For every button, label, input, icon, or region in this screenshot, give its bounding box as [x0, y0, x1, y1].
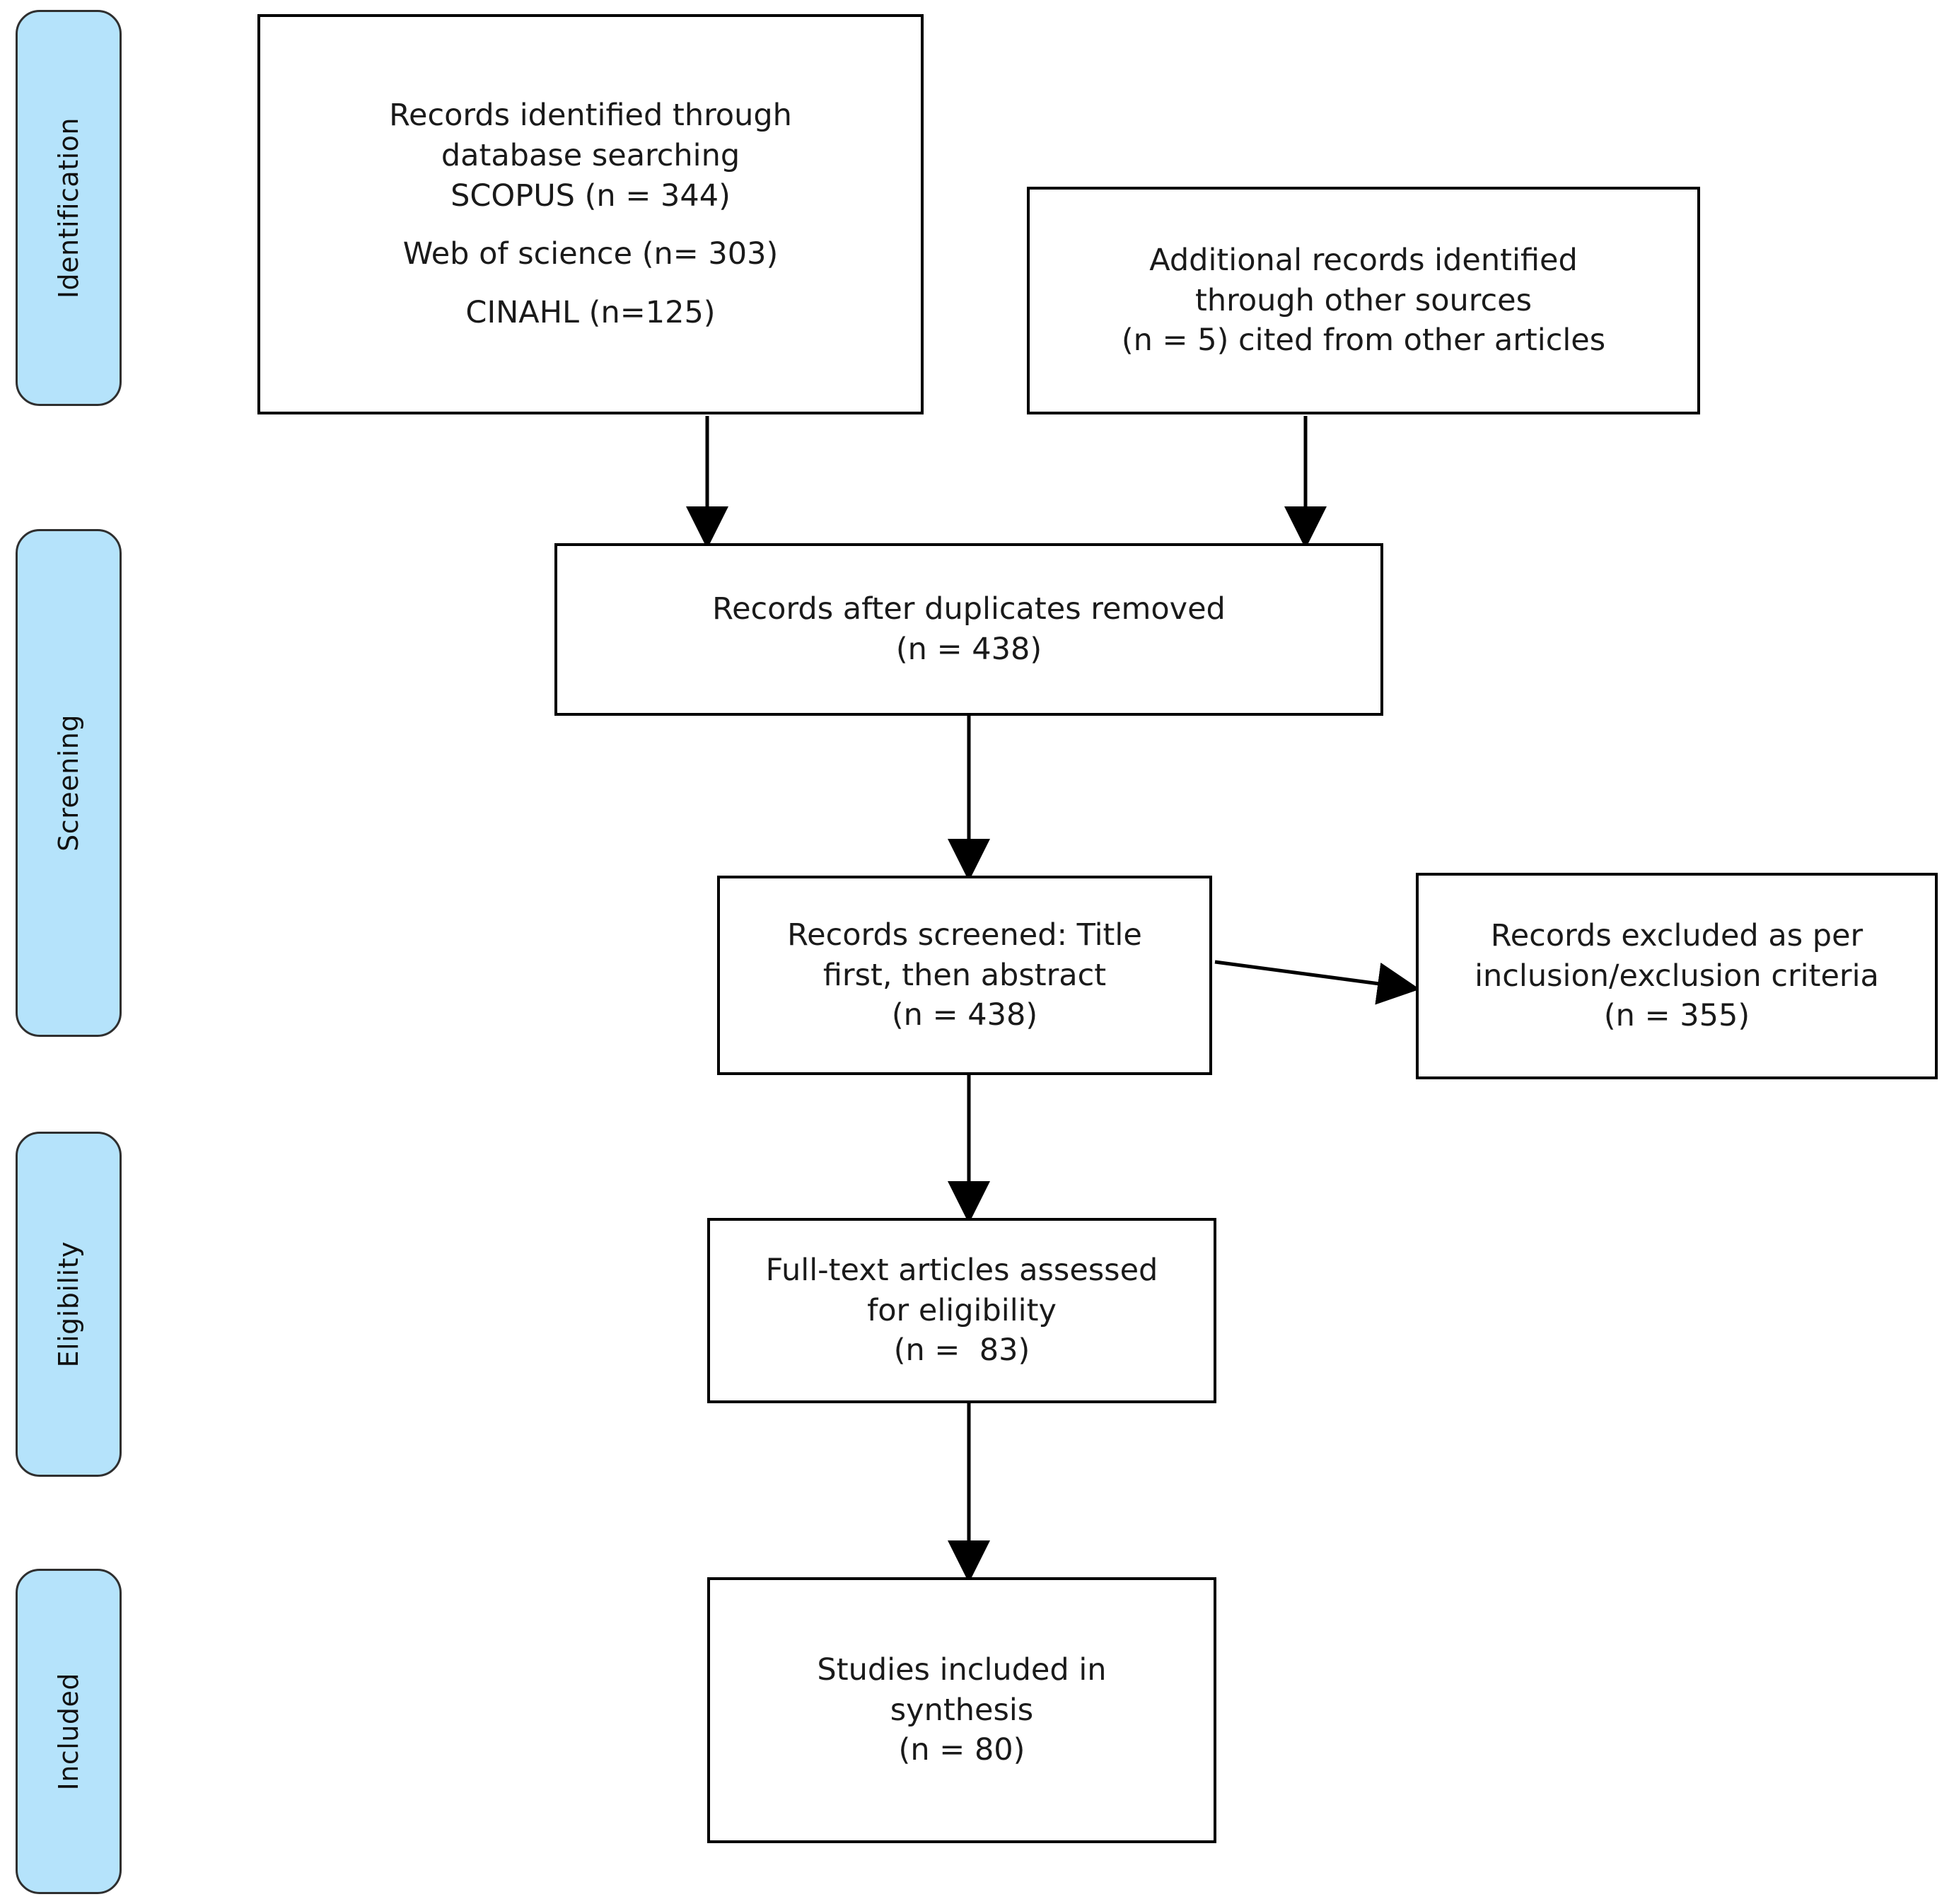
box-full-text-assessed [707, 1218, 1216, 1403]
box-full-text-assessed-line-1: Full-text articles assessed [765, 1252, 1158, 1288]
box-studies-included-line-3: (n = 80) [898, 1732, 1025, 1768]
box-studies-included [707, 1577, 1216, 1843]
box-duplicates-removed-line-1: Records after duplicates removed [712, 591, 1226, 627]
stage-label-included-text: Included [53, 1672, 84, 1791]
box-full-text-assessed-line-3: (n = 83) [893, 1333, 1030, 1369]
stage-label-eligibility [16, 1132, 122, 1477]
box-database-search-line-1: Records identified through [389, 98, 792, 134]
box-records-excluded-line-1: Records excluded as per [1490, 917, 1863, 953]
box-records-excluded-line-2: inclusion/exclusion criteria [1475, 958, 1879, 994]
box-additional-records-line-3: (n = 5) cited from other articles [1121, 323, 1606, 359]
box-additional-records [1027, 187, 1700, 414]
box-records-excluded [1416, 873, 1938, 1079]
box-database-search-line-4: Web of science (n= 303) [402, 236, 779, 272]
stage-label-eligibility-text: Eligibility [53, 1241, 84, 1368]
box-additional-records-line-2: through other sources [1194, 282, 1533, 318]
box-full-text-assessed-line-2: for eligibility [867, 1292, 1057, 1328]
box-records-screened-line-1: Records screened: Title [787, 917, 1142, 953]
box-additional-records-line-1: Additional records identified [1149, 242, 1578, 278]
box-records-screened-line-3: (n = 438) [891, 997, 1038, 1033]
box-studies-included-line-2: synthesis [890, 1692, 1034, 1728]
box-database-search [257, 14, 924, 414]
box-studies-included-line-1: Studies included in [817, 1652, 1107, 1688]
box-database-search-line-3: SCOPUS (n = 344) [450, 178, 731, 214]
box-records-excluded-line-3: (n = 355) [1603, 998, 1750, 1034]
stage-label-screening [16, 529, 122, 1037]
box-records-screened [717, 876, 1212, 1075]
box-duplicates-removed [554, 543, 1383, 716]
stage-label-identification-text: Identification [53, 117, 84, 299]
box-database-search-line-2: database searching [441, 137, 740, 173]
box-database-search-line-5: CINAHL (n=125) [465, 295, 716, 331]
stage-label-identification [16, 10, 122, 406]
stage-label-included [16, 1569, 122, 1894]
box-duplicates-removed-line-2: (n = 438) [895, 632, 1042, 667]
box-records-screened-line-2: first, then abstract [822, 957, 1107, 993]
stage-label-screening-text: Screening [53, 714, 84, 852]
